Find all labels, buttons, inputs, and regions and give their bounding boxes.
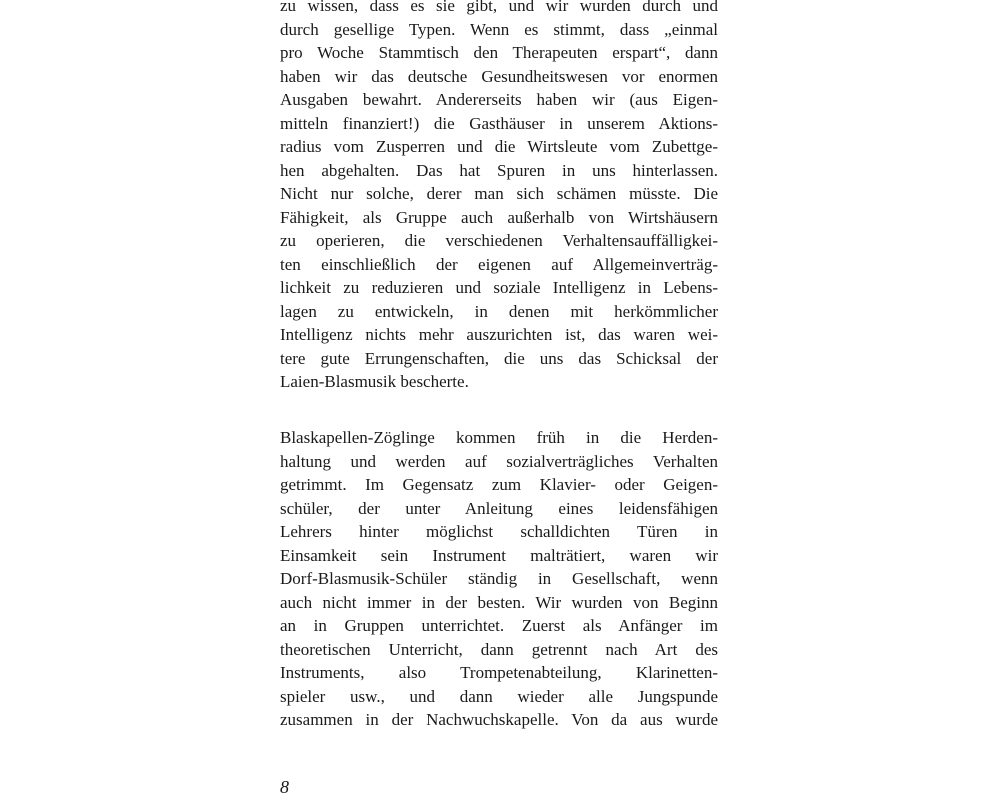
text-line: radius vom Zusperren und die Wirtsleute vom Zubettge- [280, 137, 718, 156]
text-line: zu operieren, die verschiedenen Verhaltensauffälligkei- [280, 231, 718, 250]
text-line: durch gesellige Typen. Wenn es stimmt, dass „einmal [280, 19, 718, 39]
text-line: lichkeit zu reduzieren und soziale Intelligenz in Lebens- [280, 278, 718, 297]
text-line: haltung und werden auf sozialverträgliches Verhalten [280, 451, 718, 471]
text-line: schüler, der unter Anleitung eines leidensfähigen [280, 498, 718, 518]
text-line: Einsamkeit sein Instrument malträtiert, waren wir [280, 545, 718, 565]
text-line: Blaskapellen-Zöglinge kommen früh in die Herden- [280, 428, 718, 447]
text-line: Nicht nur solche, derer man sich schämen müsste. Die [280, 184, 718, 203]
text-line: zusammen in der Nachwuchskapelle. Von da aus wurde [280, 710, 718, 729]
text-line: Fähigkeit, als Gruppe auch außerhalb von Wirtshäusern [280, 207, 718, 227]
text-line: spieler usw., und dann wieder alle Jungspunde [280, 686, 718, 706]
text-line: Instruments, also Trompetenabteilung, Klarinetten- [280, 663, 718, 682]
text-line: hen abgehalten. Das hat Spuren in uns hinterlassen. [280, 160, 718, 180]
text-line: ten einschließlich der eigenen auf Allgemeinverträg- [280, 254, 718, 274]
paragraph-1 [280, 0, 718, 394]
text-line: theoretischen Unterricht, dann getrennt nach Art des [280, 639, 718, 659]
text-line: pro Woche Stammtisch den Therapeuten erspart“, dann [280, 43, 718, 62]
text-line: Laien-Blasmusik bescherte. [280, 372, 469, 391]
text-line: Intelligenz nichts mehr auszurichten ist, das waren wei- [280, 325, 718, 344]
text-line: Ausgaben bewahrt. Andererseits haben wir (aus Eigen- [280, 90, 718, 109]
text-line: zu wissen, dass es sie gibt, und wir wurden durch und [280, 0, 718, 15]
text-line: mitteln finanziert!) die Gasthäuser in unserem Aktions- [280, 113, 718, 133]
text-line: getrimmt. Im Gegensatz zum Klavier- oder Geigen- [280, 475, 718, 494]
text-line: haben wir das deutsche Gesundheitswesen vor enormen [280, 66, 718, 86]
text-line: auch nicht immer in der besten. Wir wurden von Beginn [280, 592, 718, 612]
text-line: lagen zu entwickeln, in denen mit herkömmlicher [280, 301, 718, 321]
text-line: Dorf-Blasmusik-Schüler ständig in Gesellschaft, wenn [280, 569, 718, 588]
text-line: Lehrers hinter möglichst schalldichten Türen in [280, 522, 718, 541]
paragraph-2 [280, 426, 718, 732]
text-line: tere gute Errungenschaften, die uns das Schicksal der [280, 348, 718, 368]
page-number: 8 [280, 777, 289, 797]
text-line: an in Gruppen unterrichtet. Zuerst als Anfänger im [280, 616, 718, 635]
